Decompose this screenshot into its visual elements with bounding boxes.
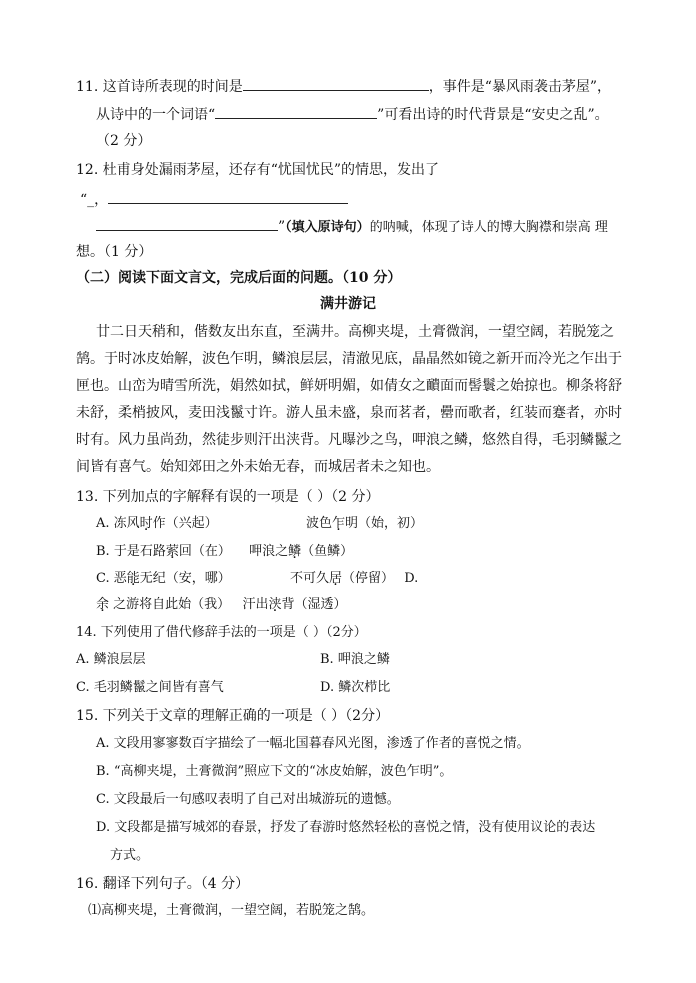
q13-d2-post: 背（湿透） (281, 597, 347, 612)
q13-c1-post: 无纪（安，哪） (139, 571, 231, 586)
q13-option-c-2[interactable] (290, 569, 418, 589)
q13-d-label: D. (404, 571, 419, 586)
q13-a1-dotted: 时 (139, 516, 153, 531)
q12-stem: 12. 杜甫身处漏雨茅屋，还存有“忧国忧民”的情思，发出了 (76, 162, 440, 178)
q13-b1-dotted: 萦 (165, 544, 179, 559)
q12-instruction: （填入原诗句） (285, 220, 370, 235)
q12-blank-1[interactable] (108, 189, 348, 204)
q16-sentence-1: ⑴高柳夹堤，土膏微润，一望空阔，若脱笼之鹄。 (88, 903, 375, 918)
q12-text-rest: 的呐喊，体现了诗人的博大胸襟和崇高 理 (369, 220, 608, 235)
q12-blank-2[interactable] (96, 216, 278, 231)
q11-text-d: ”可看出诗的时代背景是“安史之乱”。 (377, 107, 609, 123)
q13-a2-dotted: 乍 (332, 516, 346, 531)
q13-b1-post: 回（在） (178, 544, 231, 559)
q11-line1 (76, 76, 611, 97)
q11-text-b: ，事件是“暴风雨袭击茅屋”， (428, 79, 612, 95)
passage-line: 廿二日天稍和，偕数友出东直，至满井。高柳夹堤，土膏微润，一望空阔，若脱笼之 (96, 324, 614, 340)
q13-a2-pre: 波色 (306, 516, 333, 531)
q11-blank-word[interactable] (215, 104, 377, 119)
passage-line: 时有。风力虽尚劲，然徒步则汗出浃背。凡曝沙之鸟，呷浪之鳞，悠然自得，毛羽鳞鬣之 (76, 432, 622, 448)
q11-line2 (96, 104, 609, 125)
q13-a1-post: 作（兴起） (152, 516, 218, 531)
q13-b2-post: （鱼鳞） (301, 544, 354, 559)
q14-option-d[interactable]: D. 鳞次栉比 (320, 680, 391, 695)
q15-option-d-cont: 方式。 (110, 848, 150, 863)
q13-d2-pre: 汗出 (242, 597, 269, 612)
q13-d2-dotted: 浃 (268, 597, 282, 612)
q13-option-a-1[interactable] (96, 514, 218, 534)
q13-b2-pre: 呷浪之 (249, 544, 289, 559)
q13-a2-post: 明（始，初） (345, 516, 424, 531)
q15-option-d[interactable]: D. 文段都是描写城郊的春景，抒发了春游时悠然轻松的喜悦之情，没有使用议论的表达 (96, 820, 596, 835)
q15-option-a[interactable]: A. 文段用寥寥数百字描绘了一幅北国暮春风光图，渗透了作者的喜悦之情。 (96, 736, 530, 751)
q13-option-d[interactable] (96, 595, 346, 615)
q11-text-a: 11. 这首诗所表现的时间是 (76, 79, 243, 95)
q12-quote-open: “_， (80, 192, 109, 208)
q14-option-c[interactable]: C. 毛羽鳞鬣之间皆有喜气 (76, 680, 224, 695)
passage-line: 鹄。于时冰皮始解，波色乍明，鳞浪层层，清澈见底，晶晶然如镜之新开而冷光之乍出于 (76, 351, 622, 367)
q13-b2-dotted: 鳞 (288, 544, 302, 559)
q13-c2-dotted: 居 (329, 571, 343, 586)
q13-d1-post: 之游将自此始（我） (109, 597, 231, 612)
q12-line3 (96, 216, 608, 238)
q11-text-c: 从诗中的一个词语“ (96, 107, 216, 123)
q11-blank-time[interactable] (243, 76, 429, 91)
q12-score: 想。（1 分） (76, 244, 153, 260)
q14-option-a[interactable]: A. 鳞浪层层 (76, 652, 146, 667)
q16-stem: 16. 翻译下列句子。（4 分） (76, 876, 250, 892)
q14-option-b[interactable]: B. 呷浪之鳞 (320, 652, 390, 667)
q13-c2-post: （停留） (342, 571, 395, 586)
section2-heading: （二）阅读下面文言文，完成后面的问题。（10 分） (76, 270, 402, 286)
q15-option-c[interactable]: C. 文段最后一句感叹表明了自己对出城游玩的遗憾。 (96, 792, 400, 807)
q13-option-b[interactable] (96, 542, 353, 562)
passage-line: 间皆有喜气。始知郊田之外未始无春，而城居者未之知也。 (76, 459, 440, 475)
passage-line: 未舒，柔梢披风，麦田浅鬣寸许。游人虽未盛，泉而茗者，罍而歌者，红装而蹇者，亦时 (76, 405, 622, 421)
q12-quote-close: ” (278, 219, 286, 235)
passage-title: 满井游记 (320, 296, 376, 312)
q15-stem: 15. 下列关于文章的理解正确的一项是（ ）（2分） (76, 708, 390, 724)
passage-line: 匣也。山峦为晴雪所洗，娟然如拭，鲜妍明媚，如倩女之靧面而髻鬟之始掠也。柳条将舒 (76, 378, 622, 394)
q13-a1-pre: A. 冻风 (96, 516, 140, 531)
q14-stem: 14. 下列使用了借代修辞手法的一项是（ ）（2分） (76, 625, 367, 640)
q12-line2 (80, 189, 348, 210)
q13-option-a-2[interactable] (306, 514, 423, 534)
q15-option-b[interactable]: B. “高柳夹堤，土膏微润”照应下文的“冰皮始解，波色乍明”。 (96, 764, 453, 779)
q13-stem: 13. 下列加点的字解释有误的一项是（ ）（2 分） (76, 489, 380, 505)
q13-b1-pre: B. 于是石路 (96, 544, 166, 559)
q13-option-c-1[interactable] (96, 569, 231, 589)
q13-d1-dotted: 余 (96, 597, 110, 612)
q13-c1-pre: C. 恶 (96, 571, 127, 586)
q13-c2-pre: 不可久 (290, 571, 330, 586)
q13-c1-dotted: 能 (126, 571, 140, 586)
q11-score: （2 分） (96, 133, 152, 149)
